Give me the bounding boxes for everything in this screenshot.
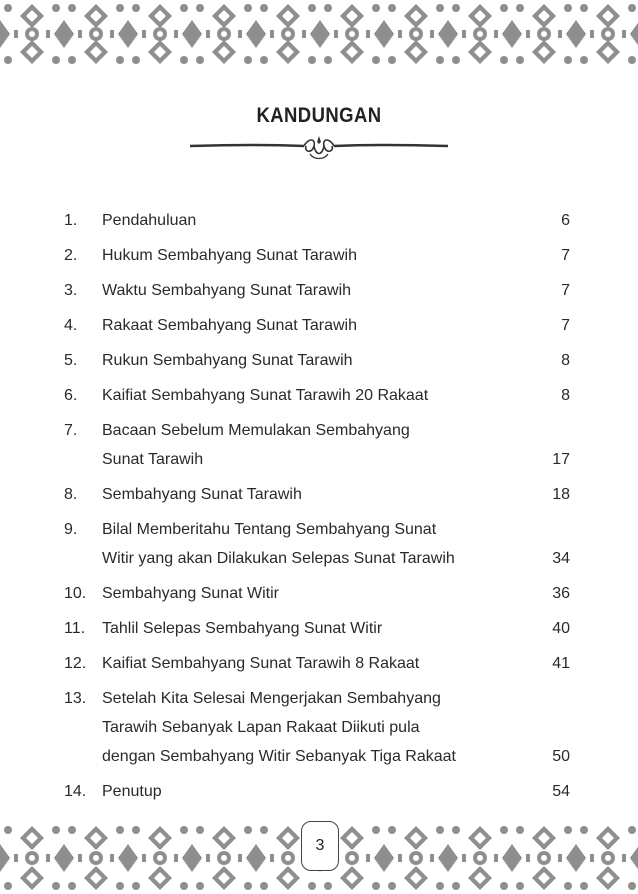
toc-entry-title-line: Hukum Sembahyang Sunat Tarawih: [102, 247, 357, 264]
toc-entry: [64, 346, 576, 375]
page-number: [301, 821, 339, 871]
page-title: KANDUNGAN: [256, 104, 382, 127]
toc-entry-page: 36: [552, 585, 570, 602]
toc-entry-number: 7.: [64, 422, 78, 439]
toc-entry-title-line: Kaifiat Sembahyang Sunat Tarawih 8 Rakaat: [102, 655, 420, 672]
toc-entry-number: 1.: [64, 212, 78, 229]
top-ornamental-border: [0, 0, 638, 68]
toc-entry-number: 9.: [64, 521, 78, 538]
toc-entry-title-line: Bacaan Sebelum Memulakan Sembahyang: [102, 422, 410, 439]
toc-entry-title-line: Bilal Memberitahu Tentang Sembahyang Sunat: [102, 521, 437, 538]
toc-entry-title: [102, 614, 536, 643]
toc-entry-title-line: Pendahuluan: [102, 212, 197, 229]
toc-entry-title: [102, 381, 536, 410]
toc-entry-number: 11.: [64, 620, 86, 637]
toc-entry-title: [102, 241, 536, 270]
toc-entry-title-line: Rukun Sembahyang Sunat Tarawih: [102, 352, 353, 369]
toc-entry: [64, 480, 576, 509]
toc-entry-page: 6: [561, 212, 570, 229]
toc-entry: [64, 515, 576, 573]
toc-entry-page: 8: [561, 352, 570, 369]
toc-entry-title: [102, 416, 536, 474]
toc-entry-page: 18: [552, 486, 570, 503]
toc-entry-title-line: Tarawih Sebanyak Lapan Rakaat Diikuti pula: [102, 719, 420, 736]
toc-entry: [64, 684, 576, 771]
toc-entry-title-line: Penutup: [102, 783, 162, 800]
toc-entry: [64, 416, 576, 474]
toc-entry: [64, 206, 576, 235]
toc-entry-title: [102, 276, 536, 305]
toc-entry: [64, 777, 576, 806]
page-number-text: 3: [315, 837, 325, 854]
toc-entry-page: 34: [552, 550, 570, 567]
toc-entry: [64, 241, 576, 270]
toc-entry-title: [102, 649, 536, 678]
toc-entry-title: [102, 311, 536, 340]
decorative-divider: [188, 130, 450, 164]
toc-entry-number: 8.: [64, 486, 78, 503]
toc-entry-title: [102, 684, 536, 771]
toc-entry-number: 4.: [64, 317, 78, 334]
toc-entry-title: [102, 777, 536, 806]
toc-entry: [64, 381, 576, 410]
toc-entry-page: 17: [552, 451, 570, 468]
toc-entry-title-line: Sembahyang Sunat Tarawih: [102, 486, 302, 503]
toc-entry-title-line: Tahlil Selepas Sembahyang Sunat Witir: [102, 620, 383, 637]
toc-entry-number: 10.: [64, 585, 87, 602]
toc-entry-page: 54: [552, 783, 570, 800]
toc-entry-title: [102, 515, 536, 573]
toc-entry: [64, 311, 576, 340]
toc-entry: [64, 579, 576, 608]
toc-entry: [64, 649, 576, 678]
toc-entry-title-line: Waktu Sembahyang Sunat Tarawih: [102, 282, 352, 299]
toc-entry-page: 7: [561, 282, 570, 299]
toc-entry-title-line: dengan Sembahyang Witir Sebanyak Tiga Rakaat: [102, 748, 456, 765]
toc-entry-page: 7: [561, 317, 570, 334]
toc-entry: [64, 614, 576, 643]
table-of-contents: [64, 206, 576, 806]
toc-entry-number: 6.: [64, 387, 78, 404]
toc-entry: [64, 276, 576, 305]
toc-entry-number: 2.: [64, 247, 78, 264]
toc-entry-title: [102, 206, 536, 235]
toc-entry-page: 7: [561, 247, 570, 264]
toc-entry-page: 8: [561, 387, 570, 404]
toc-entry-number: 3.: [64, 282, 78, 299]
toc-entry-number: 14.: [64, 783, 87, 800]
toc-entry-title: [102, 346, 536, 375]
toc-entry-title-line: Sunat Tarawih: [102, 451, 204, 468]
toc-entry-title-line: Witir yang akan Dilakukan Selepas Sunat Tarawih: [102, 550, 455, 567]
toc-entry-page: 40: [552, 620, 570, 637]
toc-entry-number: 13.: [64, 690, 87, 707]
toc-entry-title-line: Sembahyang Sunat Witir: [102, 585, 279, 602]
toc-entry-number: 12.: [64, 655, 87, 672]
toc-entry-title: [102, 480, 536, 509]
toc-entry-title: [102, 579, 536, 608]
toc-entry-title-line: Rakaat Sembahyang Sunat Tarawih: [102, 317, 357, 334]
toc-entry-title-line: Kaifiat Sembahyang Sunat Tarawih 20 Rakaat: [102, 387, 429, 404]
toc-entry-page: 41: [552, 655, 570, 672]
toc-entry-page: 50: [552, 748, 570, 765]
toc-entry-title-line: Setelah Kita Selesai Mengerjakan Sembahyang: [102, 690, 441, 707]
toc-entry-number: 5.: [64, 352, 78, 369]
